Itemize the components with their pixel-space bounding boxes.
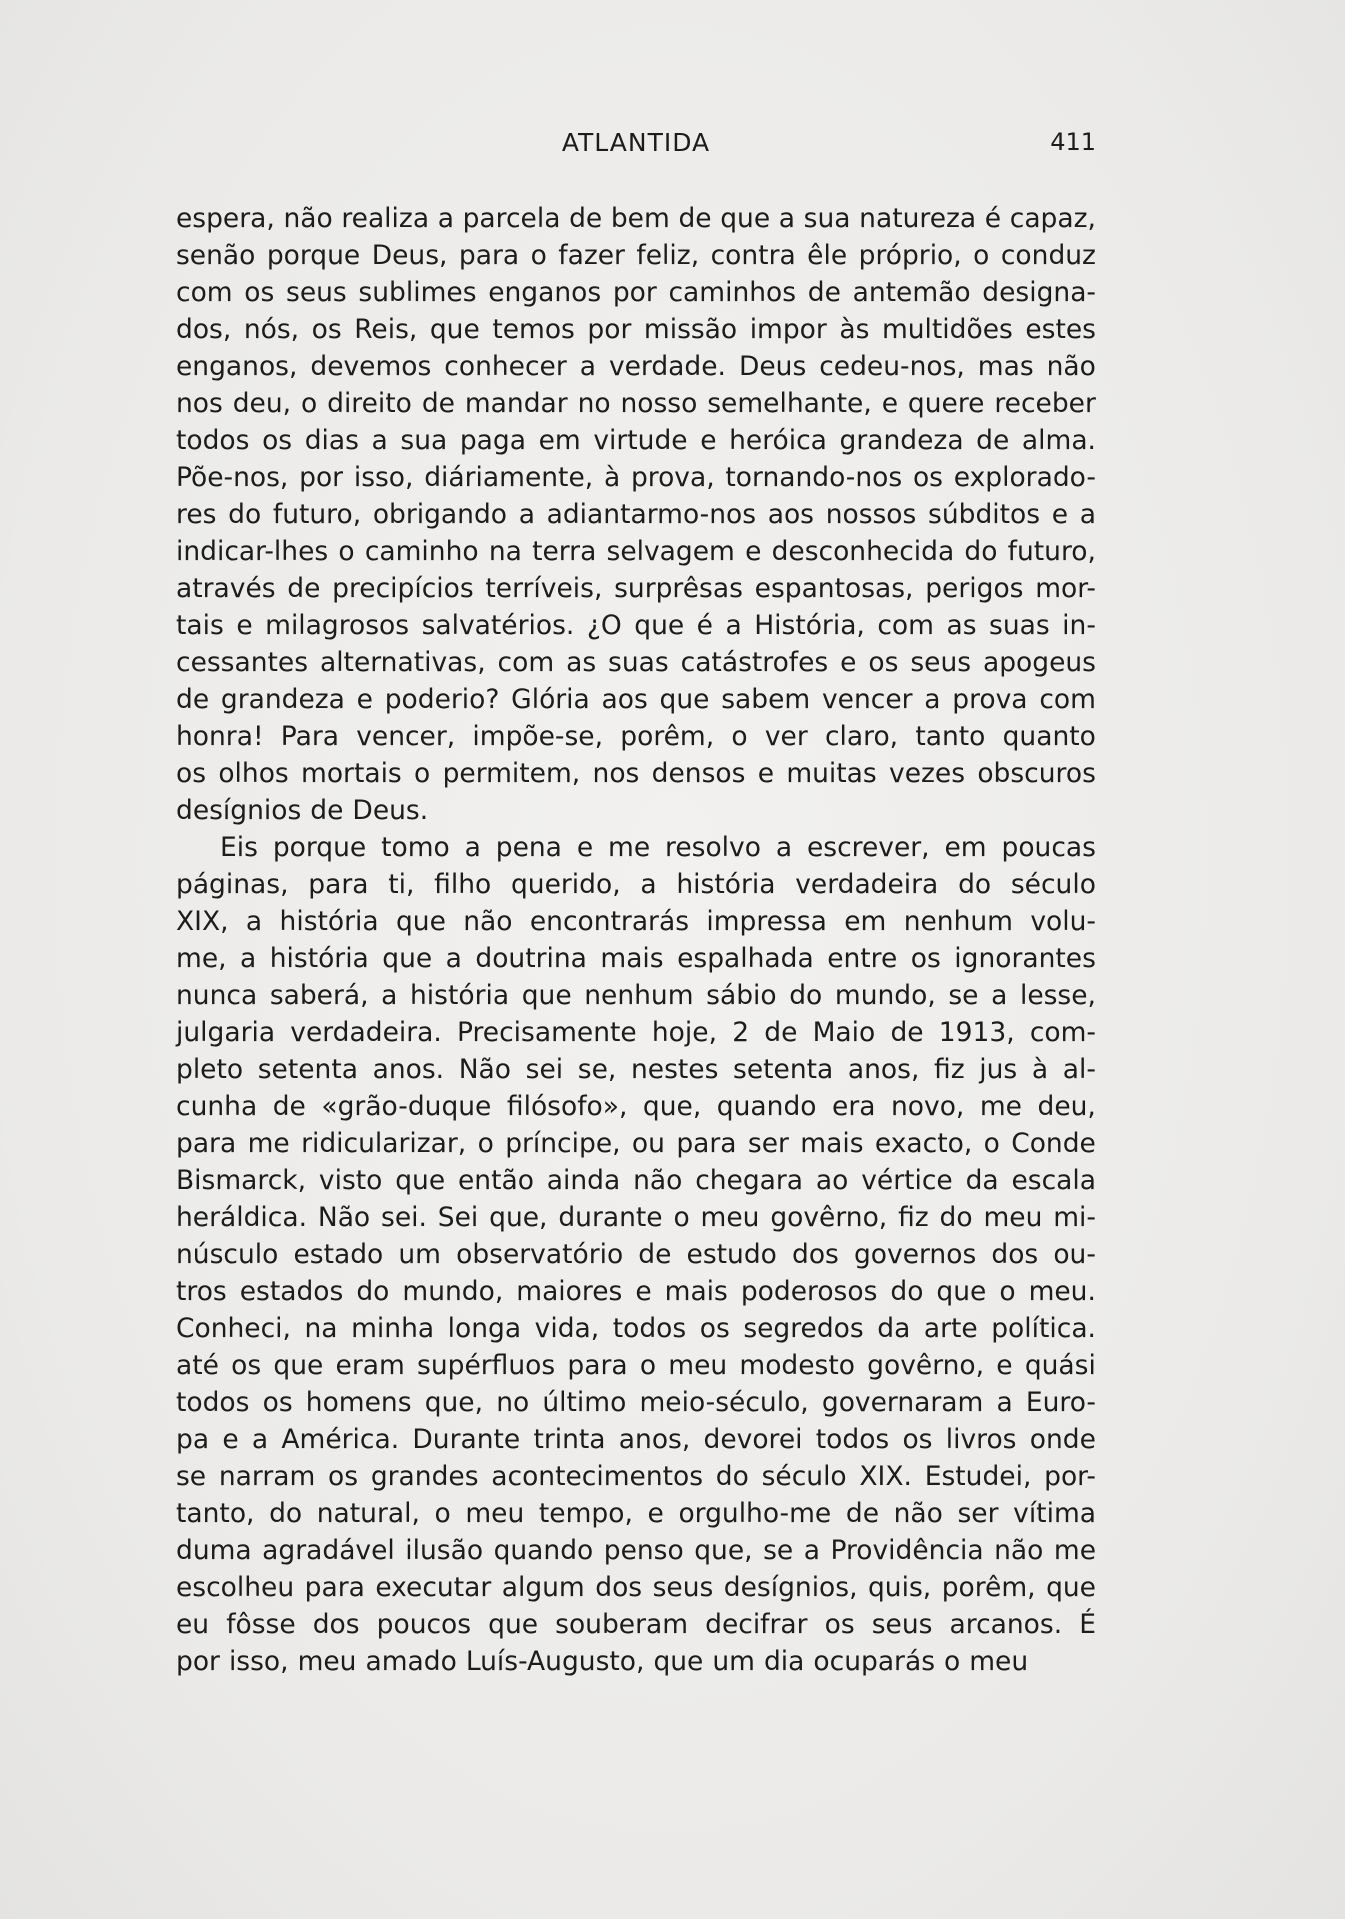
paragraph [176,829,1096,1680]
page-number: 411 [1050,128,1096,156]
text-line: duma agradável ilusão quando penso que, se a Providência não me [176,1535,1096,1566]
text-line: todos os dias a sua paga em virtude e heróica grandeza de alma. [176,425,1096,456]
text-line: para me ridicularizar, o príncipe, ou para ser mais exacto, o Conde [176,1128,1096,1159]
text-line: heráldica. Não sei. Sei que, durante o meu govêrno, fiz do meu mi- [176,1202,1096,1233]
text-line: escolheu para executar algum dos seus desígnios, quis, porêm, que [176,1572,1096,1603]
text-line: res do futuro, obrigando a adiantarmo-nos aos nossos súbditos e a [176,499,1096,530]
text-line: Bismarck, visto que então ainda não chegara ao vértice da escala [176,1165,1096,1196]
text-line: Eis porque tomo a pena e me resolvo a escrever, em poucas [220,832,1096,863]
text-line: todos os homens que, no último meio-século, governaram a Euro- [176,1387,1096,1418]
text-line: núsculo estado um observatório de estudo dos governos dos ou- [176,1239,1096,1270]
text-line: tros estados do mundo, maiores e mais poderosos do que o meu. [176,1276,1096,1307]
running-title: ATLANTIDA [561,128,711,157]
text-line: julgaria verdadeira. Precisamente hoje, 2 de Maio de 1913, com- [176,1017,1096,1048]
text-line: tais e milagrosos salvatérios. ¿O que é a História, com as suas in- [176,610,1096,641]
text-line: cunha de «grão-duque filósofo», que, quando era novo, me deu, [176,1091,1096,1122]
text-line: desígnios de Deus. [176,795,429,826]
text-line: enganos, devemos conhecer a verdade. Deus cedeu-nos, mas não [176,351,1096,382]
text-line: páginas, para ti, filho querido, a história verdadeira do século [176,869,1096,900]
text-line: pleto setenta anos. Não sei se, nestes setenta anos, fiz jus à al- [176,1054,1096,1085]
body-text [176,200,1096,1680]
text-line: tanto, do natural, o meu tempo, e orgulho-me de não ser vítima [176,1498,1096,1529]
text-line: espera, não realiza a parcela de bem de que a sua natureza é capaz, [176,203,1096,234]
text-line: por isso, meu amado Luís-Augusto, que um dia ocuparás o meu [176,1646,1029,1677]
text-line: XIX, a história que não encontrarás impressa em nenhum volu- [176,906,1096,937]
text-line: com os seus sublimes enganos por caminhos de antemão designa- [176,277,1096,308]
page-header [176,128,1096,168]
text-line: Põe-nos, por isso, diáriamente, à prova, tornando-nos os explorado- [176,462,1096,493]
text-line: indicar-lhes o caminho na terra selvagem e desconhecida do futuro, [176,536,1096,567]
text-line: Conheci, na minha longa vida, todos os segredos da arte política. [176,1313,1096,1344]
text-line: através de precipícios terríveis, surprêsas espantosas, perigos mor- [176,573,1096,604]
paragraph [176,200,1096,829]
text-line: me, a história que a doutrina mais espalhada entre os ignorantes [176,943,1096,974]
text-line: honra! Para vencer, impõe-se, porêm, o ver claro, tanto quanto [176,721,1096,752]
text-line: nunca saberá, a história que nenhum sábio do mundo, se a lesse, [176,980,1096,1011]
text-line: até os que eram supérfluos para o meu modesto govêrno, e quási [176,1350,1096,1381]
text-line: senão porque Deus, para o fazer feliz, contra êle próprio, o conduz [176,240,1096,271]
text-line: os olhos mortais o permitem, nos densos e muitas vezes obscuros [176,758,1096,789]
text-line: dos, nós, os Reis, que temos por missão impor às multidões estes [176,314,1096,345]
text-line: se narram os grandes acontecimentos do século XIX. Estudei, por- [176,1461,1096,1492]
text-line: eu fôsse dos poucos que souberam decifrar os seus arcanos. É [176,1609,1096,1640]
text-line: nos deu, o direito de mandar no nosso semelhante, e quere receber [176,388,1096,419]
text-line: pa e a América. Durante trinta anos, devorei todos os livros onde [176,1424,1096,1455]
text-line: de grandeza e poderio? Glória aos que sabem vencer a prova com [176,684,1096,715]
text-line: cessantes alternativas, com as suas catástrofes e os seus apogeus [176,647,1096,678]
